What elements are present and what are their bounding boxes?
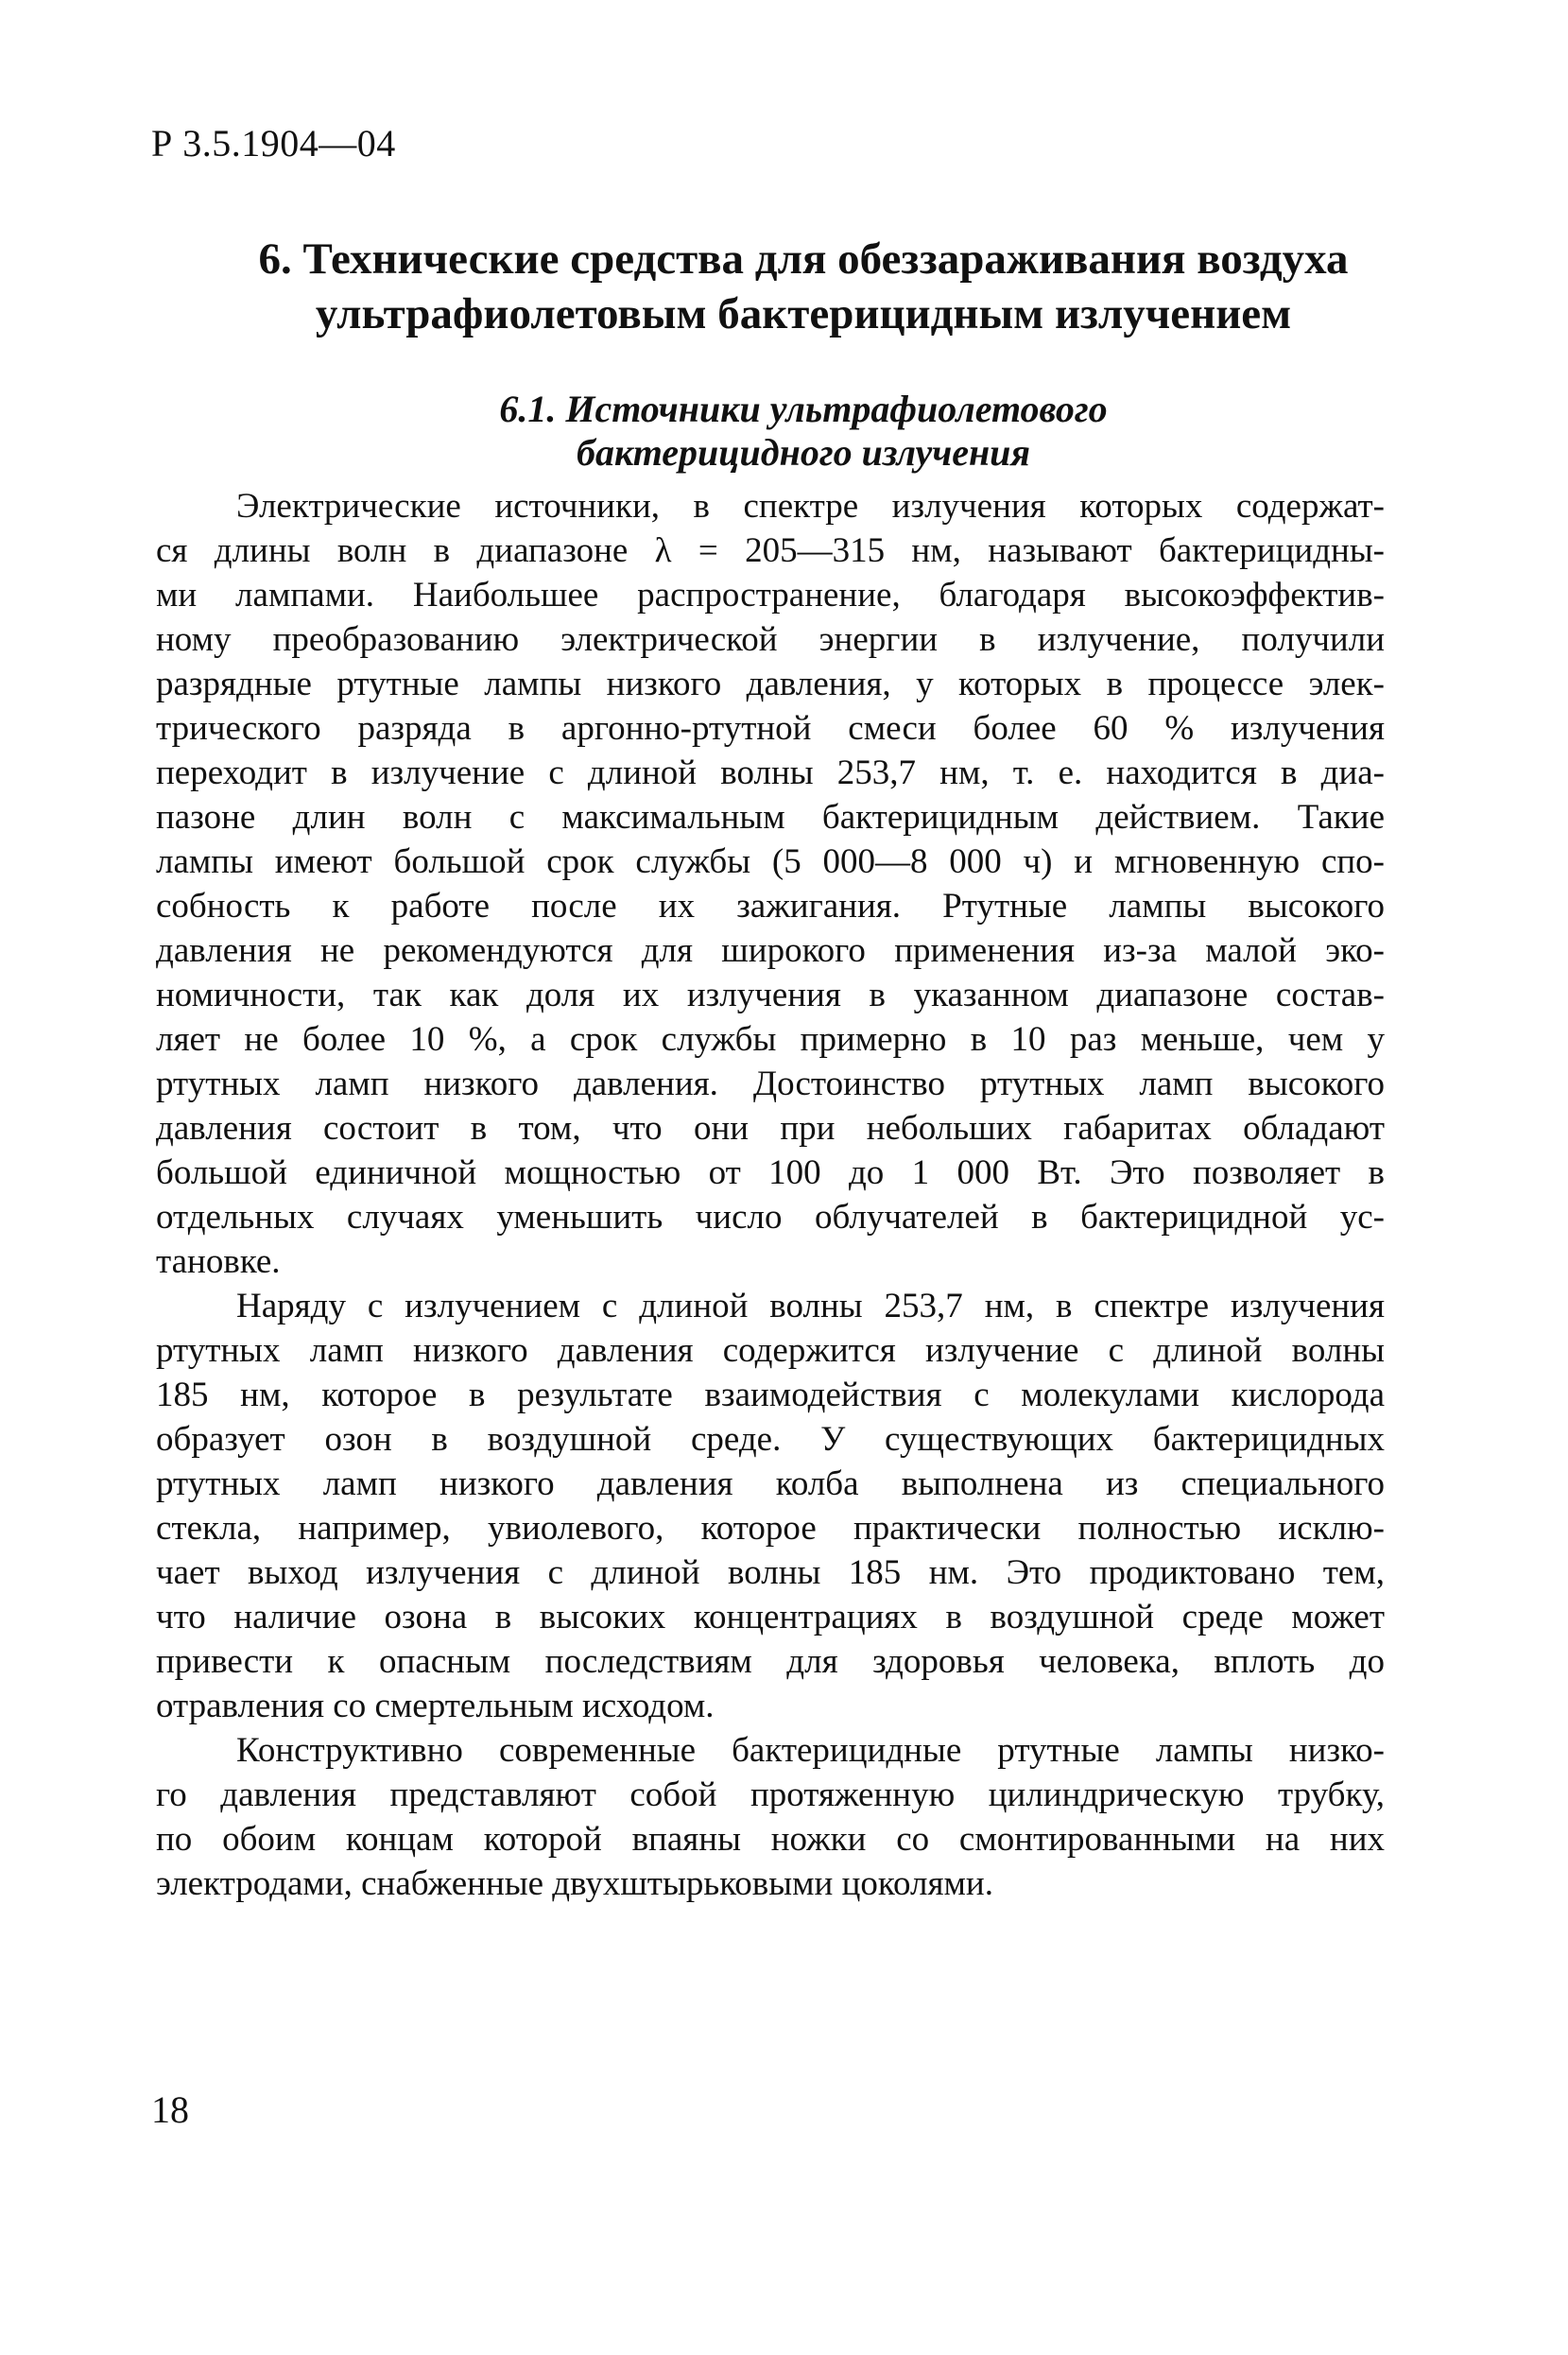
paragraph-line: ляет не более 10 %, а срок службы примерно в 10 раз меньше, чем у [156, 1020, 1385, 1059]
paragraph-line: трического разряда в аргонно-ртутной смеси более 60 % излучения [156, 709, 1385, 748]
paragraph-line: по обоим концам которой впаяны ножки со смонтированными на них [156, 1820, 1385, 1859]
paragraph-line: тановке. [156, 1242, 281, 1281]
section-heading-line: 6. Технические средства для обеззараживания воздуха [258, 234, 1349, 284]
paragraph-line: го давления представляют собой протяженную цилиндрическую трубку, [156, 1775, 1385, 1814]
section-heading-line: ультрафиолетовым бактерицидным излучением [315, 289, 1292, 338]
paragraph-line: давления не рекомендуются для широкого применения из-за малой эко- [156, 931, 1385, 970]
paragraph [156, 1284, 1385, 1728]
paragraph-line: переходит в излучение с длиной волны 253,7 нм, т. е. находится в диа- [156, 753, 1385, 792]
paragraph-line: ртутных ламп низкого давления колба выполнена из специального [156, 1464, 1385, 1503]
paragraph-line: чает выход излучения с длиной волны 185 нм. Это продиктовано тем, [156, 1553, 1385, 1592]
paragraph-line: Электрические источники, в спектре излучения которых содержат- [236, 487, 1385, 526]
page-number: 18 [151, 2088, 189, 2131]
paragraph-line: отдельных случаях уменьшить число облучателей в бактерицидной ус- [156, 1198, 1385, 1237]
paragraph-line: номичности, так как доля их излучения в указанном диапазоне состав- [156, 976, 1385, 1014]
subsection-heading-line: бактерицидного излучения [576, 431, 1031, 474]
paragraph-line: лампы имеют большой срок службы (5 000—8 000 ч) и мгновенную спо- [156, 842, 1385, 881]
paragraph-line: ми лампами. Наибольшее распространение, благодаря высокоэффектив- [156, 576, 1385, 615]
paragraph-line: ному преобразованию электрической энергии в излучение, получили [156, 620, 1385, 659]
paragraph-line: ртутных ламп низкого давления. Достоинство ртутных ламп высокого [156, 1065, 1385, 1103]
paragraph-line: ртутных ламп низкого давления содержится излучение с длиной волны [156, 1331, 1385, 1370]
paragraph-line: 185 нм, которое в результате взаимодействия с молекулами кислорода [156, 1376, 1385, 1414]
paragraph-line: пазоне длин волн с максимальным бактерицидным действием. Такие [156, 798, 1385, 837]
paragraph-line: ся длины волн в диапазоне λ = 205—315 нм, называют бактерицидны- [156, 531, 1385, 570]
paragraph [156, 484, 1385, 1284]
paragraph-line: разрядные ртутные лампы низкого давления, у которых в процессе элек- [156, 665, 1385, 703]
paragraph-line: собность к работе после их зажигания. Ртутные лампы высокого [156, 887, 1385, 926]
subsection-heading [132, 388, 1474, 475]
paragraph [156, 1728, 1385, 1906]
paragraph-line: отравления со смертельным исходом. [156, 1687, 715, 1725]
paragraph-line: образует озон в воздушной среде. У существующих бактерицидных [156, 1420, 1385, 1459]
document-code: Р 3.5.1904—04 [151, 122, 396, 165]
paragraph-line: давления состоит в том, что они при небольших габаритах обладают [156, 1109, 1385, 1148]
paragraph-line: Наряду с излучением с длиной волны 253,7 нм, в спектре излучения [236, 1287, 1385, 1325]
paragraph-line: большой единичной мощностью от 100 до 1 000 Вт. Это позволяет в [156, 1153, 1385, 1192]
paragraph-line: электродами, снабженные двухштырьковыми цоколями. [156, 1864, 993, 1903]
paragraph-line: Конструктивно современные бактерицидные ртутные лампы низко- [236, 1731, 1385, 1770]
section-heading [132, 232, 1474, 341]
paragraph-line: что наличие озона в высоких концентрациях в воздушной среде может [156, 1598, 1385, 1636]
body-text [156, 484, 1385, 1906]
paragraph-line: привести к опасным последствиям для здоровья человека, вплоть до [156, 1642, 1385, 1681]
subsection-heading-line: 6.1. Источники ультрафиолетового [499, 388, 1108, 430]
paragraph-line: стекла, например, увиолевого, которое практически полностью исклю- [156, 1509, 1385, 1548]
